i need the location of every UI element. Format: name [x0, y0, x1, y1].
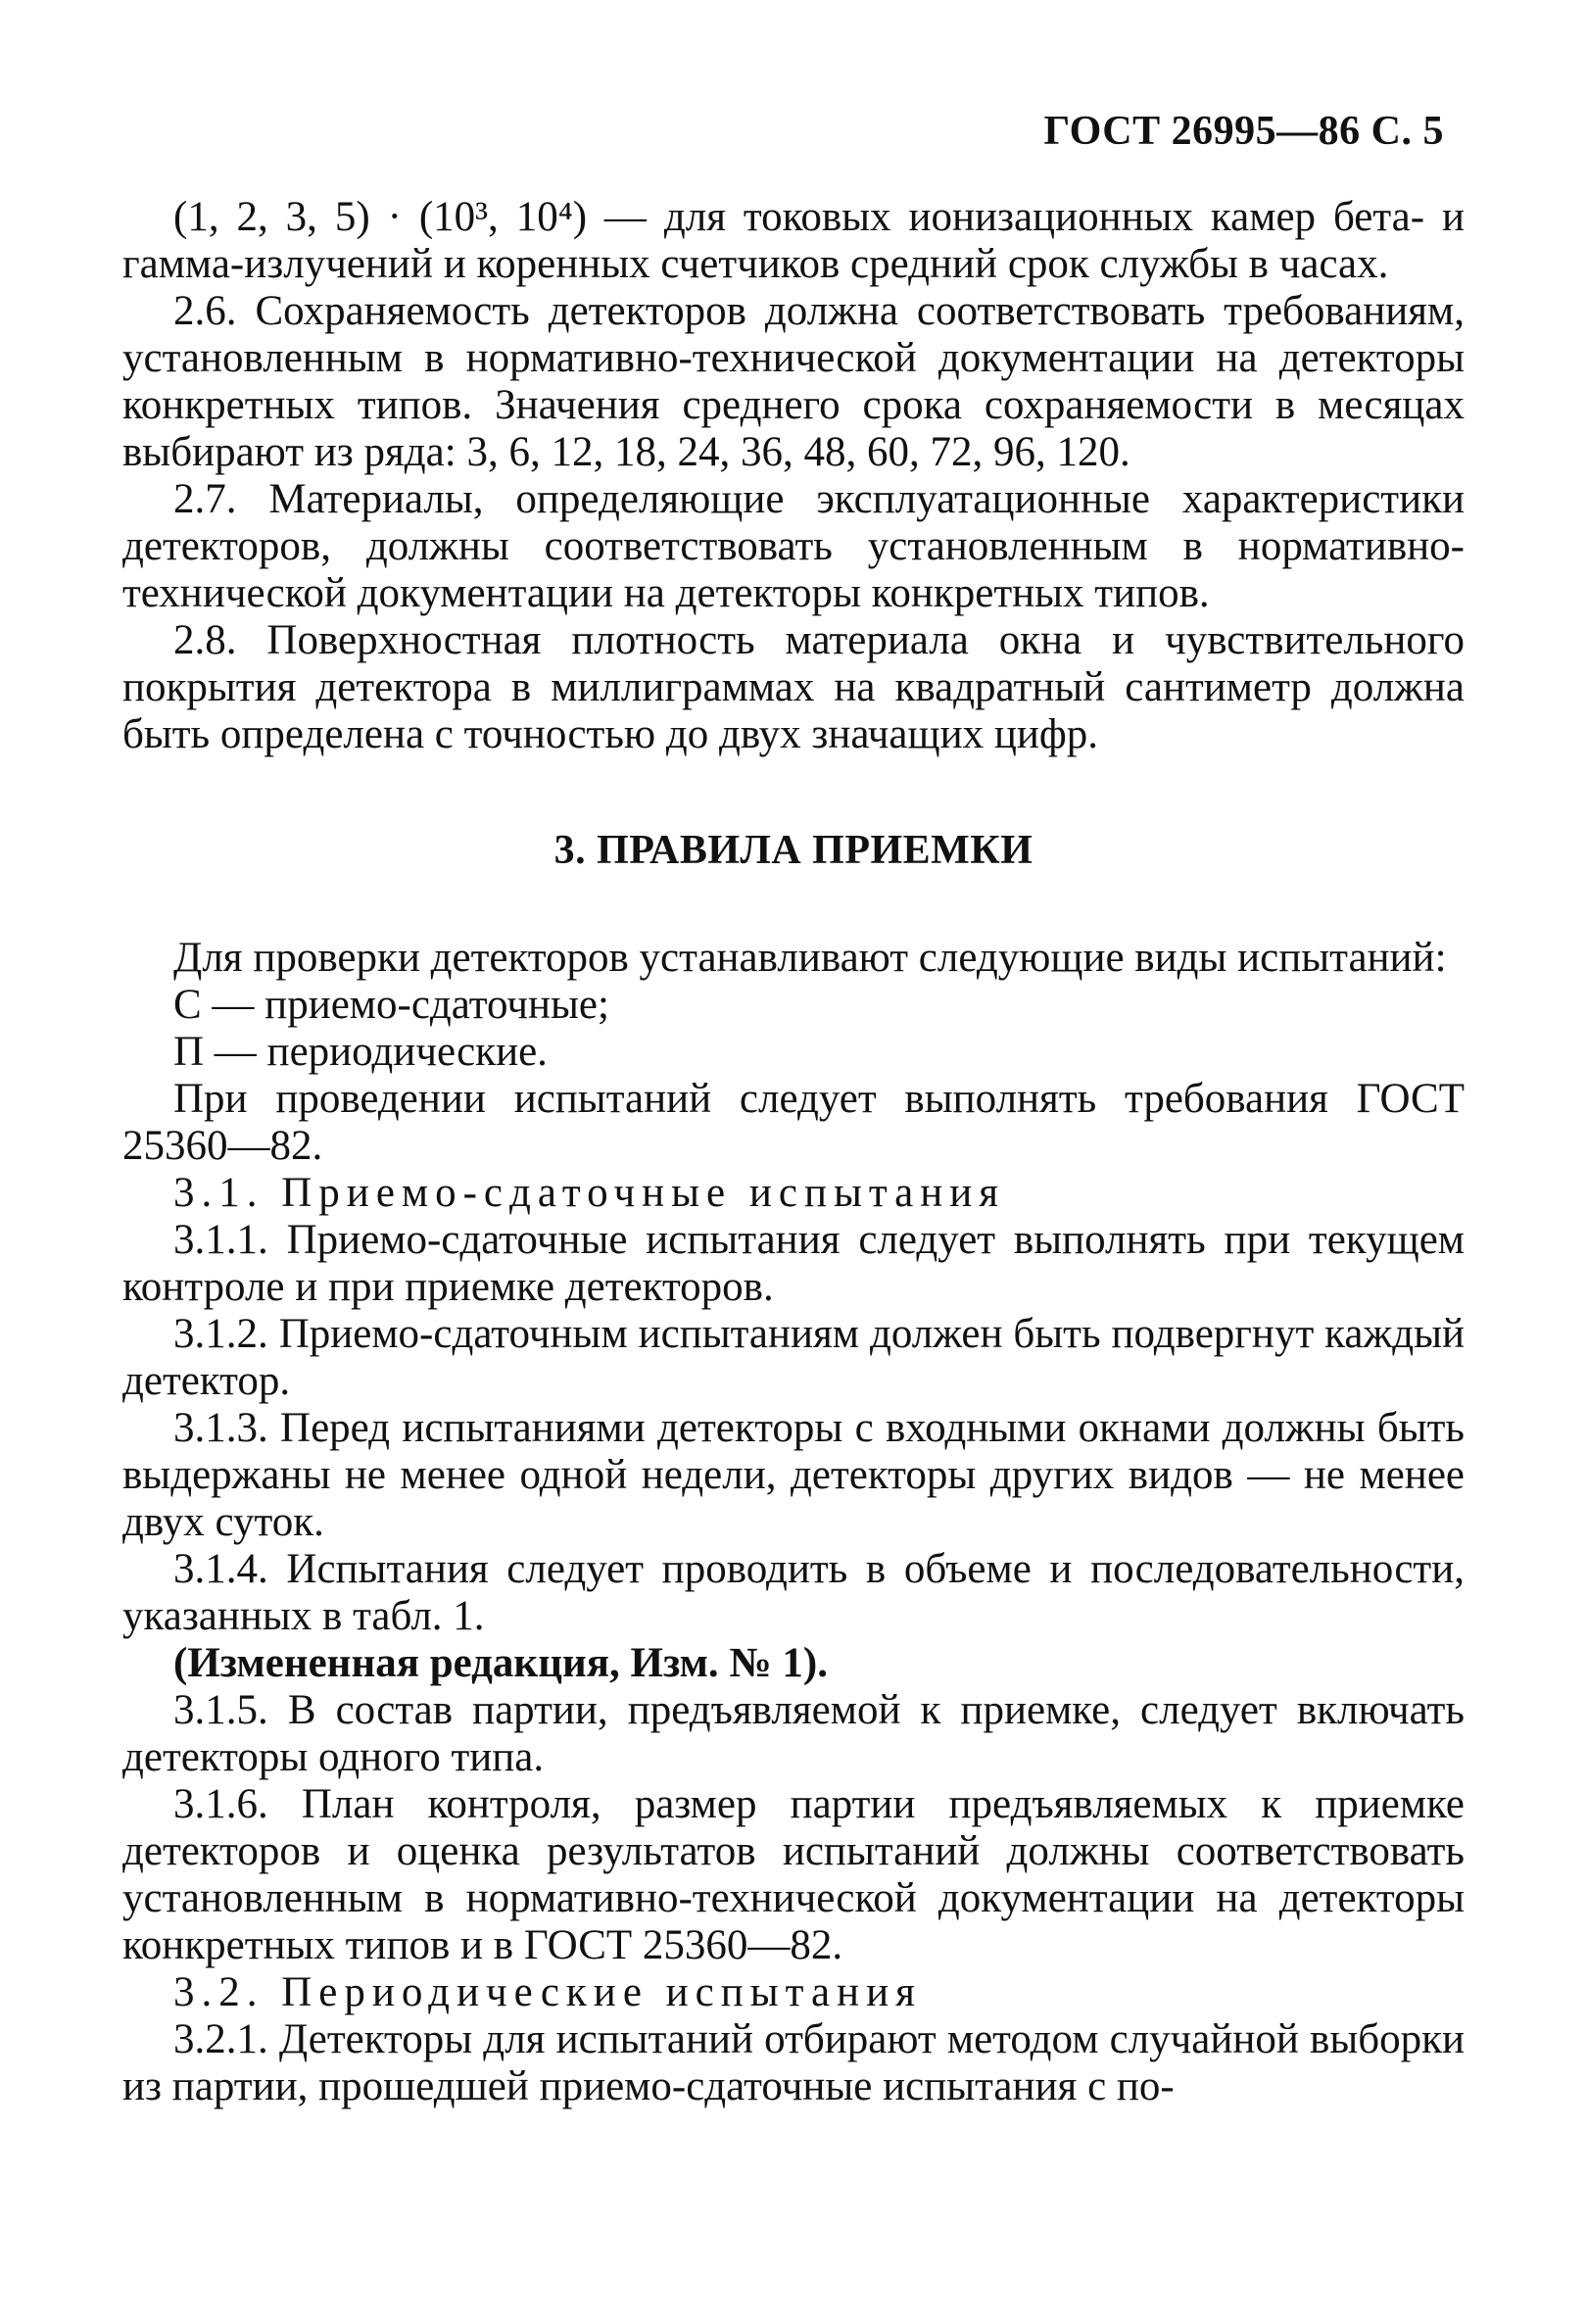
paragraph-3-1-1: 3.1.1. Приемо-сдаточные испытания следует выполнять при текущем контроле и при приемке детекторов. [122, 1217, 1465, 1310]
section-title-acceptance-rules: 3. ПРАВИЛА ПРИЕМКИ [553, 828, 1033, 873]
paragraph-3-1-5: 3.1.5. В состав партии, предъявляемой к приемке, следует включать детекторы одного типа. [122, 1687, 1465, 1780]
subsection-title-3-1: 3.1. Приемо-сдаточные испытания [173, 1170, 1006, 1216]
paragraph-2-7: 2.7. Материалы, определяющие эксплуатационные характеристики детекторов, должны соответствовать установленным в нормативно-технической документации на детекторы конкретных типов. [122, 476, 1465, 616]
paragraph-3-1-3: 3.1.3. Перед испытаниями детекторы с входными окнами должны быть выдержаны не менее одной недели, детекторы других видов — не менее двух суток. [122, 1405, 1465, 1545]
paragraph-test-types: Для проверки детекторов устанавливают следующие виды испытаний: [173, 935, 1447, 981]
paragraph-3-1-2: 3.1.2. Приемо-сдаточным испытаниям должен быть подвергнут каждый детектор. [122, 1311, 1465, 1404]
paragraph-service-life: (1, 2, 3, 5) · (10³, 10⁴) — для токовых ионизационных камер бета- и гамма-излучений и коренных счетчиков средний срок службы в часах. [122, 194, 1465, 287]
subsection-title-3-2: 3.2. Периодические испытания [173, 1969, 922, 2015]
paragraph-2-8: 2.8. Поверхностная плотность материала окна и чувствительного покрытия детектора в миллиграммах на квадратный сантиметр должна быть определена с точностью до двух значащих цифр. [122, 617, 1465, 757]
document-body [122, 194, 1465, 2110]
list-item-c: С — приемо-сдаточные; [173, 982, 609, 1028]
list-item-p: П — периодические. [173, 1029, 548, 1075]
paragraph-2-6: 2.6. Сохраняемость детекторов должна соответствовать требованиям, установленным в нормативно-технической документации на детекторы конкретных типов. Значения среднего срока сохраняемости в месяцах выбирают из ряда: 3, 6, 12, 18, 24, 36, 48, 60, 72, 96, 120. [122, 288, 1465, 475]
paragraph-3-2-1: 3.2.1. Детекторы для испытаний отбирают методом случайной выборки из партии, прошедшей приемо-сдаточные испытания с по- [122, 2016, 1465, 2109]
page-header: ГОСТ 26995—86 С. 5 [1043, 109, 1444, 154]
paragraph-3-1-6: 3.1.6. План контроля, размер партии предъявляемых к приемке детекторов и оценка результатов испытаний должны соответствовать установленным в нормативно-технической документации на детекторы конкретных типов и в ГОСТ 25360—82. [122, 1781, 1465, 1968]
revision-note: (Измененная редакция, Изм. № 1). [173, 1640, 828, 1686]
paragraph-gost-reference: При проведении испытаний следует выполнять требования ГОСТ 25360—82. [122, 1076, 1465, 1169]
paragraph-3-1-4: 3.1.4. Испытания следует проводить в объеме и последовательности, указанных в табл. 1. [122, 1546, 1465, 1639]
